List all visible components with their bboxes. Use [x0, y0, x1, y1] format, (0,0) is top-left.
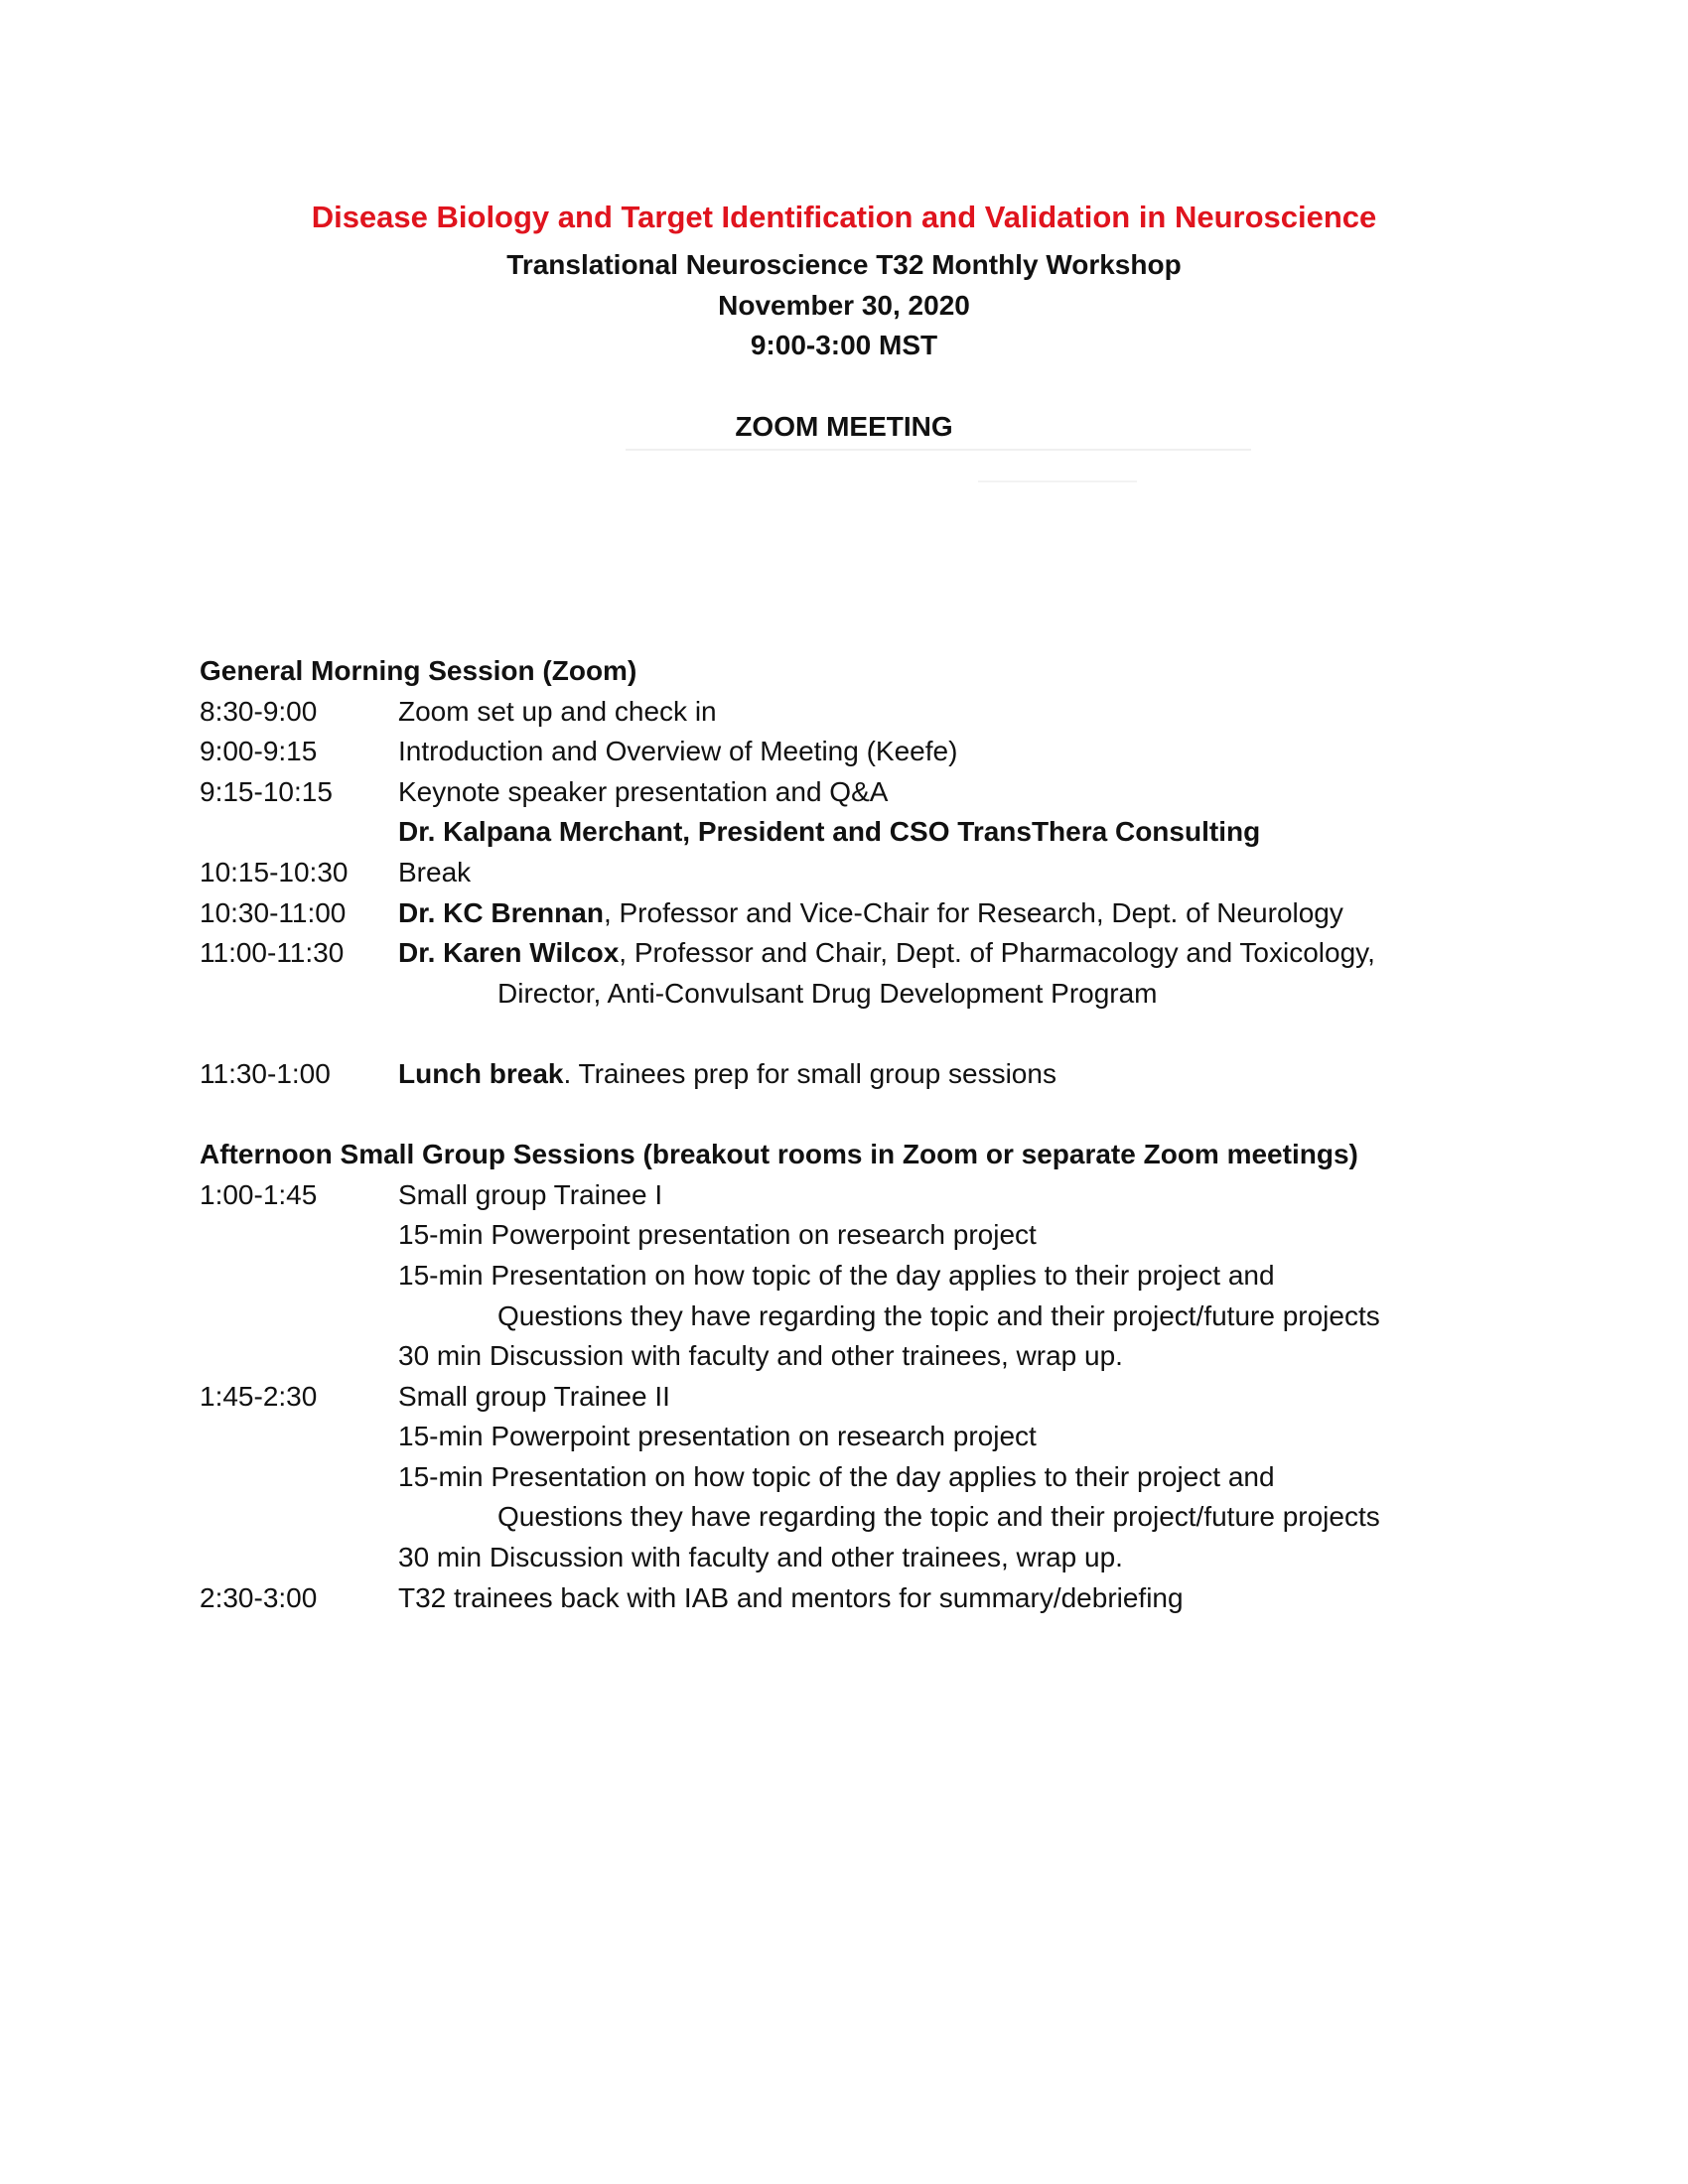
agenda-row	[200, 1578, 1510, 1619]
agenda-row	[200, 974, 1510, 1015]
agenda-row	[200, 1457, 1510, 1498]
lunch-text: . Trainees prep for small group sessions	[563, 1057, 1056, 1089]
agenda-text: T32 trainees back with IAB and mentors for summary/debriefing	[398, 1581, 1184, 1613]
agenda-time: 10:15-10:30	[200, 856, 349, 887]
agenda-text	[398, 893, 1343, 934]
agenda-text: 15-min Presentation on how topic of the day applies to their project and	[398, 1259, 1275, 1291]
agenda-text	[398, 1054, 1056, 1095]
workshop-subtitle: Translational Neuroscience T32 Monthly Workshop	[506, 249, 1182, 280]
afternoon-session-heading: Afternoon Small Group Sessions (breakout rooms in Zoom or separate Zoom meetings)	[200, 1139, 1358, 1170]
spacer	[200, 1095, 1510, 1136]
agenda-continuation: Director, Anti-Convulsant Drug Development Program	[497, 977, 1158, 1009]
agenda-text: Introduction and Overview of Meeting (Keefe)	[398, 736, 958, 767]
agenda-text: 30 min Discussion with faculty and other trainees, wrap up.	[398, 1542, 1123, 1573]
agenda-time: 10:30-11:00	[200, 896, 347, 928]
agenda-row	[200, 853, 1510, 893]
agenda-text: Small group Trainee II	[398, 1380, 670, 1412]
agenda-time: 8:30-9:00	[200, 695, 318, 727]
agenda-time: 1:00-1:45	[200, 1178, 318, 1210]
spacer	[200, 1014, 1510, 1054]
agenda-text: Break	[398, 856, 472, 887]
speaker-name: Dr. Karen Wilcox	[398, 937, 620, 969]
agenda-text: 30 min Discussion with faculty and other trainees, wrap up.	[398, 1340, 1123, 1372]
page-title: Disease Biology and Target Identification and Validation in Neuroscience	[311, 200, 1377, 234]
workshop-time: 9:00-3:00 MST	[750, 330, 938, 360]
agenda-row	[200, 772, 1510, 813]
agenda	[200, 651, 1510, 1618]
agenda-row	[200, 1256, 1510, 1297]
agenda-text: 15-min Powerpoint presentation on research project	[398, 1421, 1037, 1452]
agenda-row	[200, 933, 1510, 974]
workshop-date: November 30, 2020	[718, 290, 970, 321]
agenda-text	[398, 933, 1375, 974]
lunch-label: Lunch break	[398, 1057, 564, 1089]
agenda-row	[200, 1215, 1510, 1256]
agenda-text: Zoom set up and check in	[398, 695, 717, 727]
speaker-title: , Professor and Chair, Dept. of Pharmacology and Toxicology,	[619, 937, 1375, 969]
speaker-title: , Professor and Vice-Chair for Research, Dept. of Neurology	[603, 896, 1343, 928]
agenda-text: 15-min Powerpoint presentation on research project	[398, 1219, 1037, 1251]
agenda-row	[200, 812, 1510, 853]
agenda-row	[200, 692, 1510, 733]
agenda-time: 11:30-1:00	[200, 1057, 331, 1089]
agenda-time: 2:30-3:00	[200, 1581, 318, 1613]
agenda-time: 1:45-2:30	[200, 1380, 318, 1412]
agenda-row	[200, 1175, 1510, 1216]
faint-artifact	[626, 449, 1251, 451]
agenda-text: Keynote speaker presentation and Q&A	[398, 775, 889, 807]
agenda-row	[200, 1297, 1510, 1337]
agenda-row	[200, 1336, 1510, 1377]
speaker-name: Dr. Kalpana Merchant, President and CSO TransThera Consulting	[398, 816, 1261, 848]
agenda-text: Small group Trainee I	[398, 1178, 663, 1210]
agenda-row	[200, 1377, 1510, 1418]
agenda-text: 15-min Presentation on how topic of the day applies to their project and	[398, 1460, 1275, 1492]
faint-artifact	[978, 480, 1137, 482]
agenda-row	[200, 1497, 1510, 1538]
meeting-type: ZOOM MEETING	[735, 411, 953, 442]
morning-session-heading: General Morning Session (Zoom)	[200, 655, 637, 686]
agenda-row	[200, 732, 1510, 772]
agenda-time: 9:00-9:15	[200, 736, 318, 767]
agenda-continuation: Questions they have regarding the topic and their project/future projects	[497, 1501, 1380, 1533]
agenda-time: 9:15-10:15	[200, 775, 333, 807]
agenda-row	[200, 1538, 1510, 1578]
agenda-row	[200, 893, 1510, 934]
agenda-row-lunch	[200, 1054, 1510, 1095]
agenda-row	[200, 1417, 1510, 1457]
keynote-speaker	[398, 812, 1260, 853]
agenda-time: 11:00-11:30	[200, 937, 345, 969]
agenda-continuation: Questions they have regarding the topic and their project/future projects	[497, 1299, 1380, 1331]
speaker-name: Dr. KC Brennan	[398, 896, 604, 928]
